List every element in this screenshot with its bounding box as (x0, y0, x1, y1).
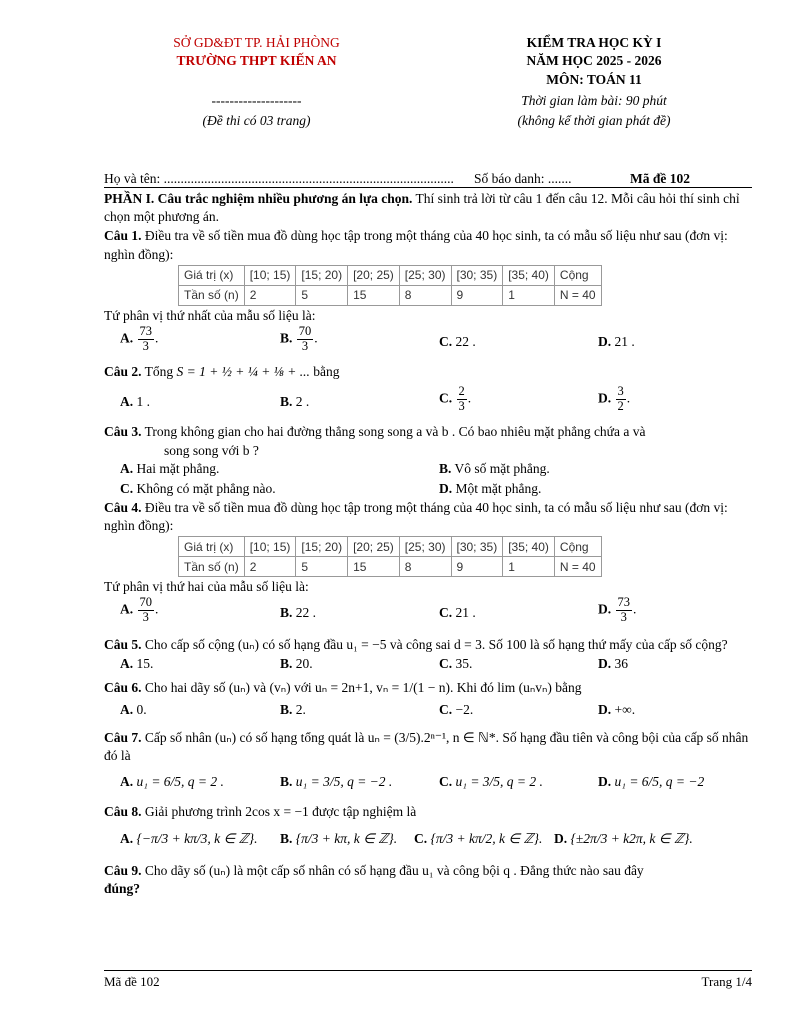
id-field: Số báo danh: ....... (474, 171, 572, 186)
q5-option-a[interactable]: A. 15. (120, 655, 154, 671)
duration-note: (không kể thời gian phát đề) (517, 113, 671, 128)
q2-options (104, 385, 752, 421)
q3-options-row1 (104, 460, 752, 480)
q6-option-c[interactable]: C. −2. (439, 701, 474, 717)
q3-options-row2 (104, 480, 752, 498)
question-1: Câu 1. Điều tra về số tiền mua đồ dùng học tập trong một tháng của 40 học sinh, ta có mẫu số liệu như sau (đơn vị: nghìn đồng): (104, 228, 728, 262)
q4-option-d[interactable]: D. $\frac{73}{3}$ . (598, 595, 637, 625)
q6-option-d[interactable]: D. +∞. (598, 701, 636, 717)
q7-options (104, 773, 752, 799)
q2-option-d[interactable]: D. $\frac{3}{2}$ . (598, 384, 631, 414)
pages-note: (Đề thi có 03 trang) (202, 113, 311, 128)
q7-option-a[interactable]: A. u₁ = 6/5, q = 2 . (120, 774, 224, 790)
duration: Thời gian làm bài: 90 phút (521, 93, 667, 108)
q5-options (104, 655, 752, 675)
question-1-ask: Tứ phân vị thứ nhất của mẫu số liệu là: (104, 307, 316, 323)
header (104, 30, 752, 130)
q3-option-d[interactable]: D. Một mặt phẳng. (439, 480, 542, 496)
q8-option-d[interactable]: D. {±2π/3 + k2π, k ∈ ℤ}. (554, 830, 693, 846)
q6-options (104, 701, 752, 725)
q3-option-a[interactable]: A. Hai mặt phẳng. (120, 460, 220, 476)
q1-option-d[interactable]: D. 21 . (598, 334, 635, 350)
q7-option-c[interactable]: C. u₁ = 3/5, q = 2 . (439, 774, 543, 790)
question-2: Câu 2. Tổng S = 1 + ½ + ¼ + ⅛ + ... bằng (104, 364, 340, 380)
subject: MÔN: TOÁN 11 (546, 72, 642, 87)
questions (104, 190, 752, 898)
question-7: Câu 7. Cấp số nhân (uₙ) có số hạng tổng quát là uₙ = (3/5).2ⁿ⁻¹, n ∈ ℕ*. Số hạng đầu tiên và công bội của cấp số nhân đó là (104, 729, 749, 764)
question-9: Câu 9. Cho dãy số (uₙ) là một cấp số nhân có số hạng đầu u₁ và công bội q . Đẳng thức nào sau đây (104, 862, 644, 878)
school-year: NĂM HỌC 2025 - 2026 (526, 53, 662, 68)
q8-option-b[interactable]: B. {π/3 + kπ, k ∈ ℤ}. (280, 830, 398, 846)
q8-option-a[interactable]: A. {−π/3 + kπ/3, k ∈ ℤ}. (120, 830, 258, 846)
dept-name: SỞ GD&ĐT TP. HẢI PHÒNG (173, 35, 340, 50)
page-footer (104, 970, 752, 989)
q7-option-d[interactable]: D. u₁ = 6/5, q = −2 (598, 774, 705, 790)
q1-option-c[interactable]: C. 22 . (439, 334, 476, 350)
q1-option-a[interactable]: A. $\frac{73}{3}$ . (120, 324, 159, 353)
divider-dashes: -------------------- (211, 93, 302, 108)
q4-option-b[interactable]: B. 22 . (280, 605, 317, 621)
q3-option-b[interactable]: B. Vô số mặt phẳng. (439, 460, 550, 476)
q6-option-a[interactable]: A. 0. (120, 701, 147, 717)
q8-option-c[interactable]: C. {π/3 + kπ/2, k ∈ ℤ}. (414, 830, 543, 846)
question-8: Câu 8. Giải phương trình 2cos x = −1 được tập nghiệm là (104, 804, 417, 820)
frequency-table-1: Giá trị (x) [10; 15) [15; 20) [20; 25) [25; 30) [30; 35) [35; 40) Cộng Tần số (n) 2 5 15 8 9 1 N = 40 (178, 265, 602, 306)
q7-option-b[interactable]: B. u₁ = 3/5, q = −2 . (280, 774, 393, 790)
exam-code: Mã đề 102 (630, 171, 690, 186)
q4-option-c[interactable]: C. 21 . (439, 605, 476, 621)
footer-code: Mã đề 102 (104, 974, 160, 989)
q3-option-c[interactable]: C. Không có mặt phẳng nào. (120, 480, 276, 496)
q2-option-b[interactable]: B. 2 . (280, 394, 310, 410)
part1-heading: PHẦN I. Câu trắc nghiệm nhiều phương án lựa chọn. Thí sinh trả lời từ câu 1 đến câu 12. Mỗi câu hỏi thí sinh chỉ chọn một phương án. (104, 191, 740, 225)
q8-options (104, 830, 752, 856)
q5-option-d[interactable]: D. 36 (598, 655, 628, 671)
school-name: TRƯỜNG THPT KIẾN AN (176, 53, 337, 68)
question-4: Câu 4. Điều tra về số tiền mua đồ dùng học tập trong một tháng của 40 học sinh, ta có mẫu số liệu như sau (đơn vị: nghìn đồng): (104, 499, 728, 533)
q6-option-b[interactable]: B. 2. (280, 701, 306, 717)
name-field: Họ và tên: ...................................................................................... (104, 171, 454, 186)
question-5: Câu 5. Cho cấp số cộng (uₙ) có số hạng đầu u₁ = −5 và công sai d = 3. Số 100 là số hạng thứ mấy của cấp số cộng? (104, 637, 728, 653)
exam-title: KIỂM TRA HỌC KỲ I (526, 35, 662, 50)
q1-option-b[interactable]: B. $\frac{70}{3}$ . (280, 324, 318, 353)
footer-page-number: Trang 1/4 (701, 974, 752, 989)
q5-option-c[interactable]: C. 35. (439, 655, 473, 671)
question-6: Câu 6. Cho hai dãy số (uₙ) và (vₙ) với uₙ = 2n+1, vₙ = 1/(1 − n). Khi đó lim (uₙvₙ) bằng (104, 679, 582, 695)
q2-option-c[interactable]: C. $\frac{2}{3}$ . (439, 384, 472, 414)
q4-option-a[interactable]: A. $\frac{70}{3}$ . (120, 595, 159, 625)
q4-options (104, 596, 752, 632)
frequency-table-2: Giá trị (x) [10; 15) [15; 20) [20; 25) [25; 30) [30; 35) [35; 40) Cộng Tần số (n) 2 5 15 8 9 1 N = 40 (178, 536, 602, 577)
question-4-ask: Tứ phân vị thứ hai của mẫu số liệu là: (104, 579, 309, 595)
question-3-cont: song song với b ? (164, 442, 259, 458)
question-9-cont: đúng? (104, 880, 141, 896)
q1-options (104, 325, 752, 361)
question-3: Câu 3. Trong không gian cho hai đường thẳng song song a và b . Có bao nhiêu mặt phẳng chứa a và (104, 424, 646, 440)
q5-option-b[interactable]: B. 20. (280, 655, 313, 671)
header-rule (104, 187, 752, 188)
q2-option-a[interactable]: A. 1 . (120, 394, 150, 410)
exam-page (104, 30, 752, 896)
